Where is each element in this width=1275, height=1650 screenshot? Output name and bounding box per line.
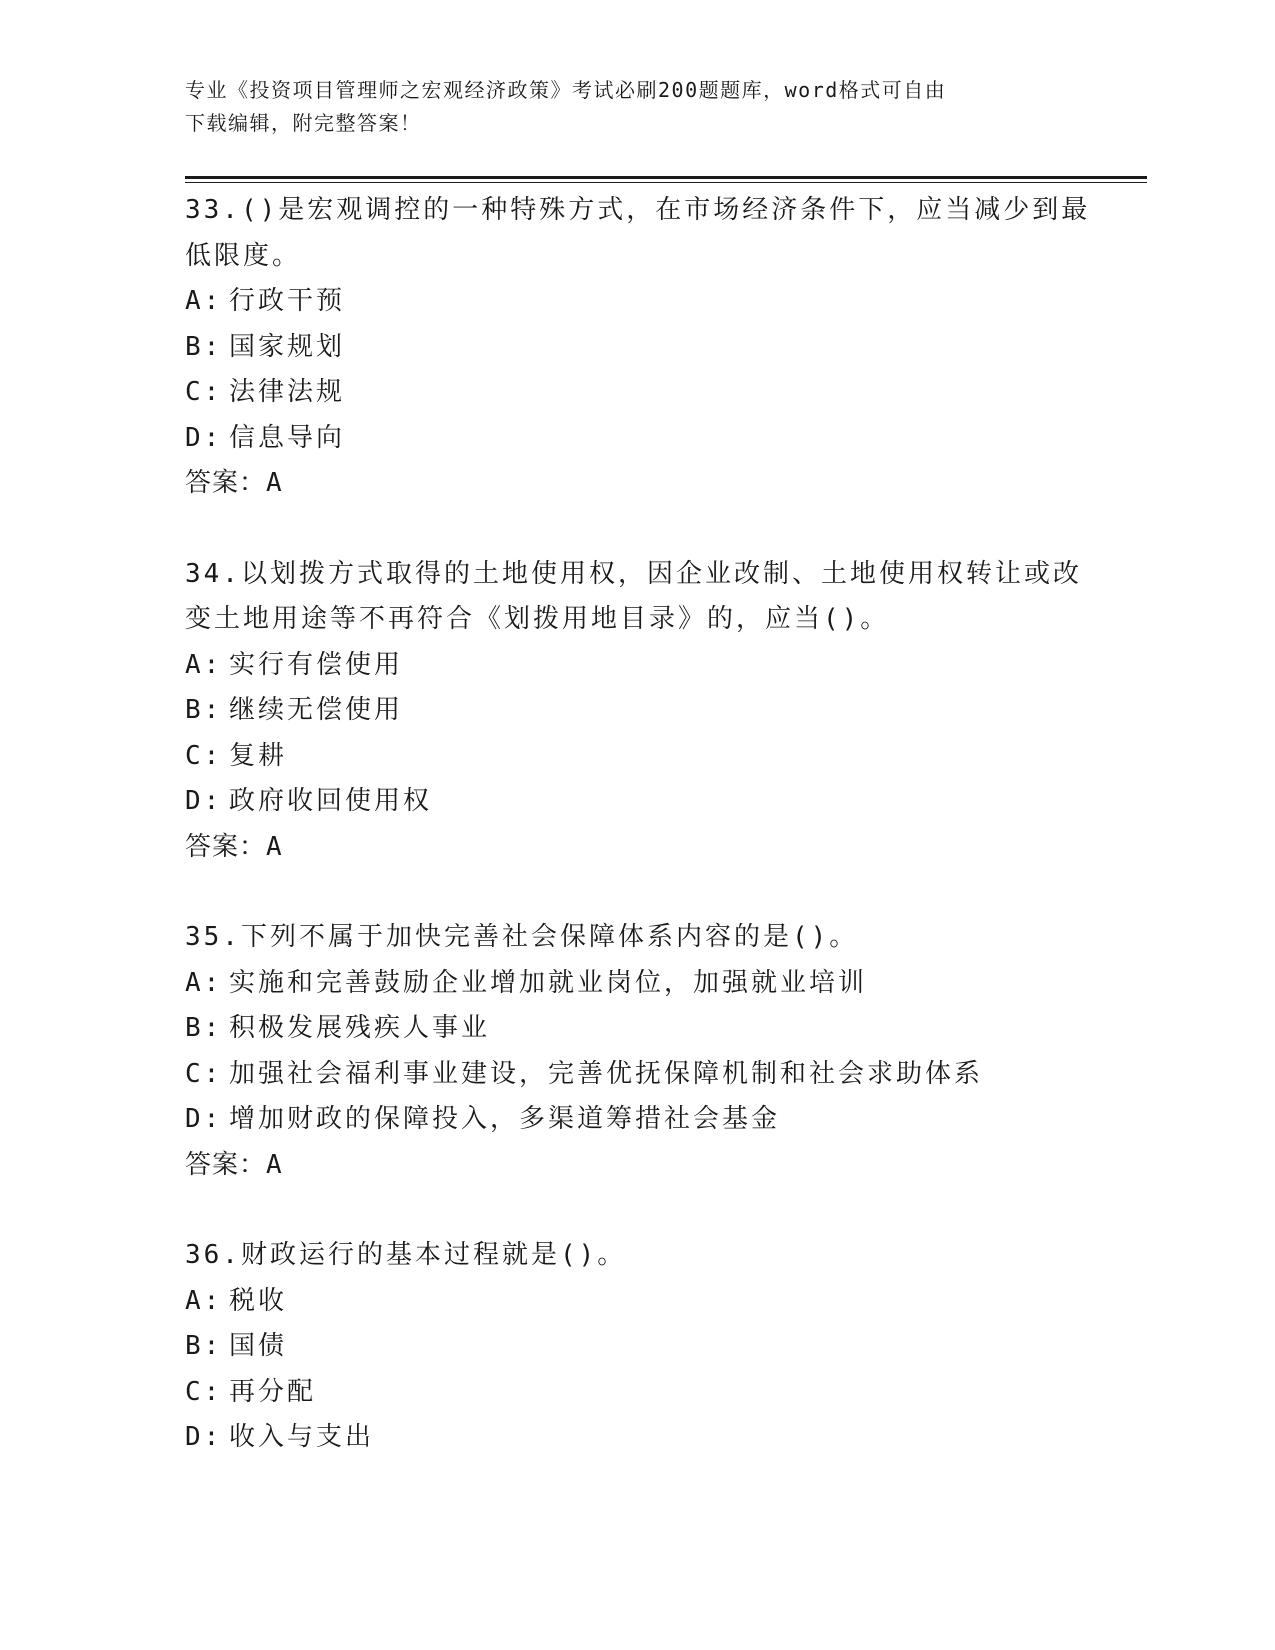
document-header [185,74,1065,140]
option-a [185,643,1085,689]
option-letter: D: [185,1422,223,1452]
header-line-2: 下载编辑，附完整答案！ [185,111,422,135]
option-text: 政府收回使用权 [229,786,433,816]
option-letter: D: [185,786,223,816]
question-33 [185,188,1091,507]
question-stem-continued: 低限度。 [185,240,302,271]
option-text: 实施和完善鼓励企业增加就业岗位，加强就业培训 [229,967,868,998]
option-text: 国家规划 [229,331,346,362]
option-letter: C: [185,740,223,771]
header-divider-thick [185,176,1147,179]
question-stem: 35.下列不属于加快完善社会保障体系内容的是()。 [185,922,859,952]
option-letter: C: [185,377,223,407]
option-d [185,1097,1085,1143]
option-c [185,734,1085,780]
question-36 [185,1233,1085,1461]
answer-line [185,461,1085,507]
option-letter: B: [185,331,223,362]
option-c [185,1370,1085,1416]
option-text: 行政干预 [229,286,346,316]
option-text: 继续无偿使用 [229,695,404,725]
option-d [185,779,1085,825]
option-b [185,325,1085,371]
option-text: 收入与支出 [229,1422,375,1452]
option-letter: B: [185,1331,223,1361]
answer-line [185,825,1085,871]
option-text: 法律法规 [229,377,346,407]
option-b [185,1006,1085,1052]
option-text: 再分配 [229,1376,317,1407]
option-b [185,1324,1085,1370]
option-d [185,1415,1085,1461]
question-34 [185,552,1085,871]
question-stem: 36.财政运行的基本过程就是()。 [185,1240,627,1270]
option-text: 税收 [229,1285,288,1316]
option-b [185,688,1085,734]
option-d [185,416,1085,462]
option-text: 国债 [229,1331,288,1361]
option-letter: C: [185,1376,223,1407]
option-letter: A: [185,649,223,680]
option-text: 积极发展残疾人事业 [229,1013,491,1043]
option-letter: A: [185,1285,223,1316]
option-letter: A: [185,286,223,316]
question-35 [185,915,1085,1188]
option-c [185,1052,1085,1098]
option-a [185,1279,1085,1325]
answer-value: A [266,831,283,862]
answer-value: A [266,468,283,498]
question-list [185,188,1091,1506]
header-line-1: 专业《投资项目管理师之宏观经济政策》考试必刷200题题库，word格式可自由 [185,78,947,102]
option-letter: D: [185,1104,223,1134]
answer-label: 答案： [185,468,267,498]
header-divider-thin [185,182,1147,183]
answer-label: 答案： [185,1149,267,1180]
answer-label: 答案： [185,831,267,862]
option-a [185,279,1085,325]
option-text: 复耕 [229,740,288,771]
option-letter: B: [185,1013,223,1043]
option-text: 信息导向 [229,422,346,453]
question-stem: 33.()是宏观调控的一种特殊方式，在市场经济条件下，应当减少到最 [185,195,1091,225]
option-text: 增加财政的保障投入，多渠道筹措社会基金 [229,1104,781,1134]
option-a [185,961,1085,1007]
option-letter: B: [185,695,223,725]
question-stem: 34.以划拨方式取得的土地使用权，因企业改制、土地使用权转让或改 [185,558,1082,589]
question-stem-continued: 变土地用途等不再符合《划拨用地目录》的，应当()。 [185,604,890,634]
answer-value: A [266,1149,283,1180]
option-text: 加强社会福利事业建设，完善优抚保障机制和社会求助体系 [229,1058,984,1089]
option-text: 实行有偿使用 [229,649,404,680]
option-letter: C: [185,1058,223,1089]
option-letter: A: [185,967,223,998]
option-letter: D: [185,422,223,453]
answer-line [185,1143,1085,1189]
option-c [185,370,1085,416]
